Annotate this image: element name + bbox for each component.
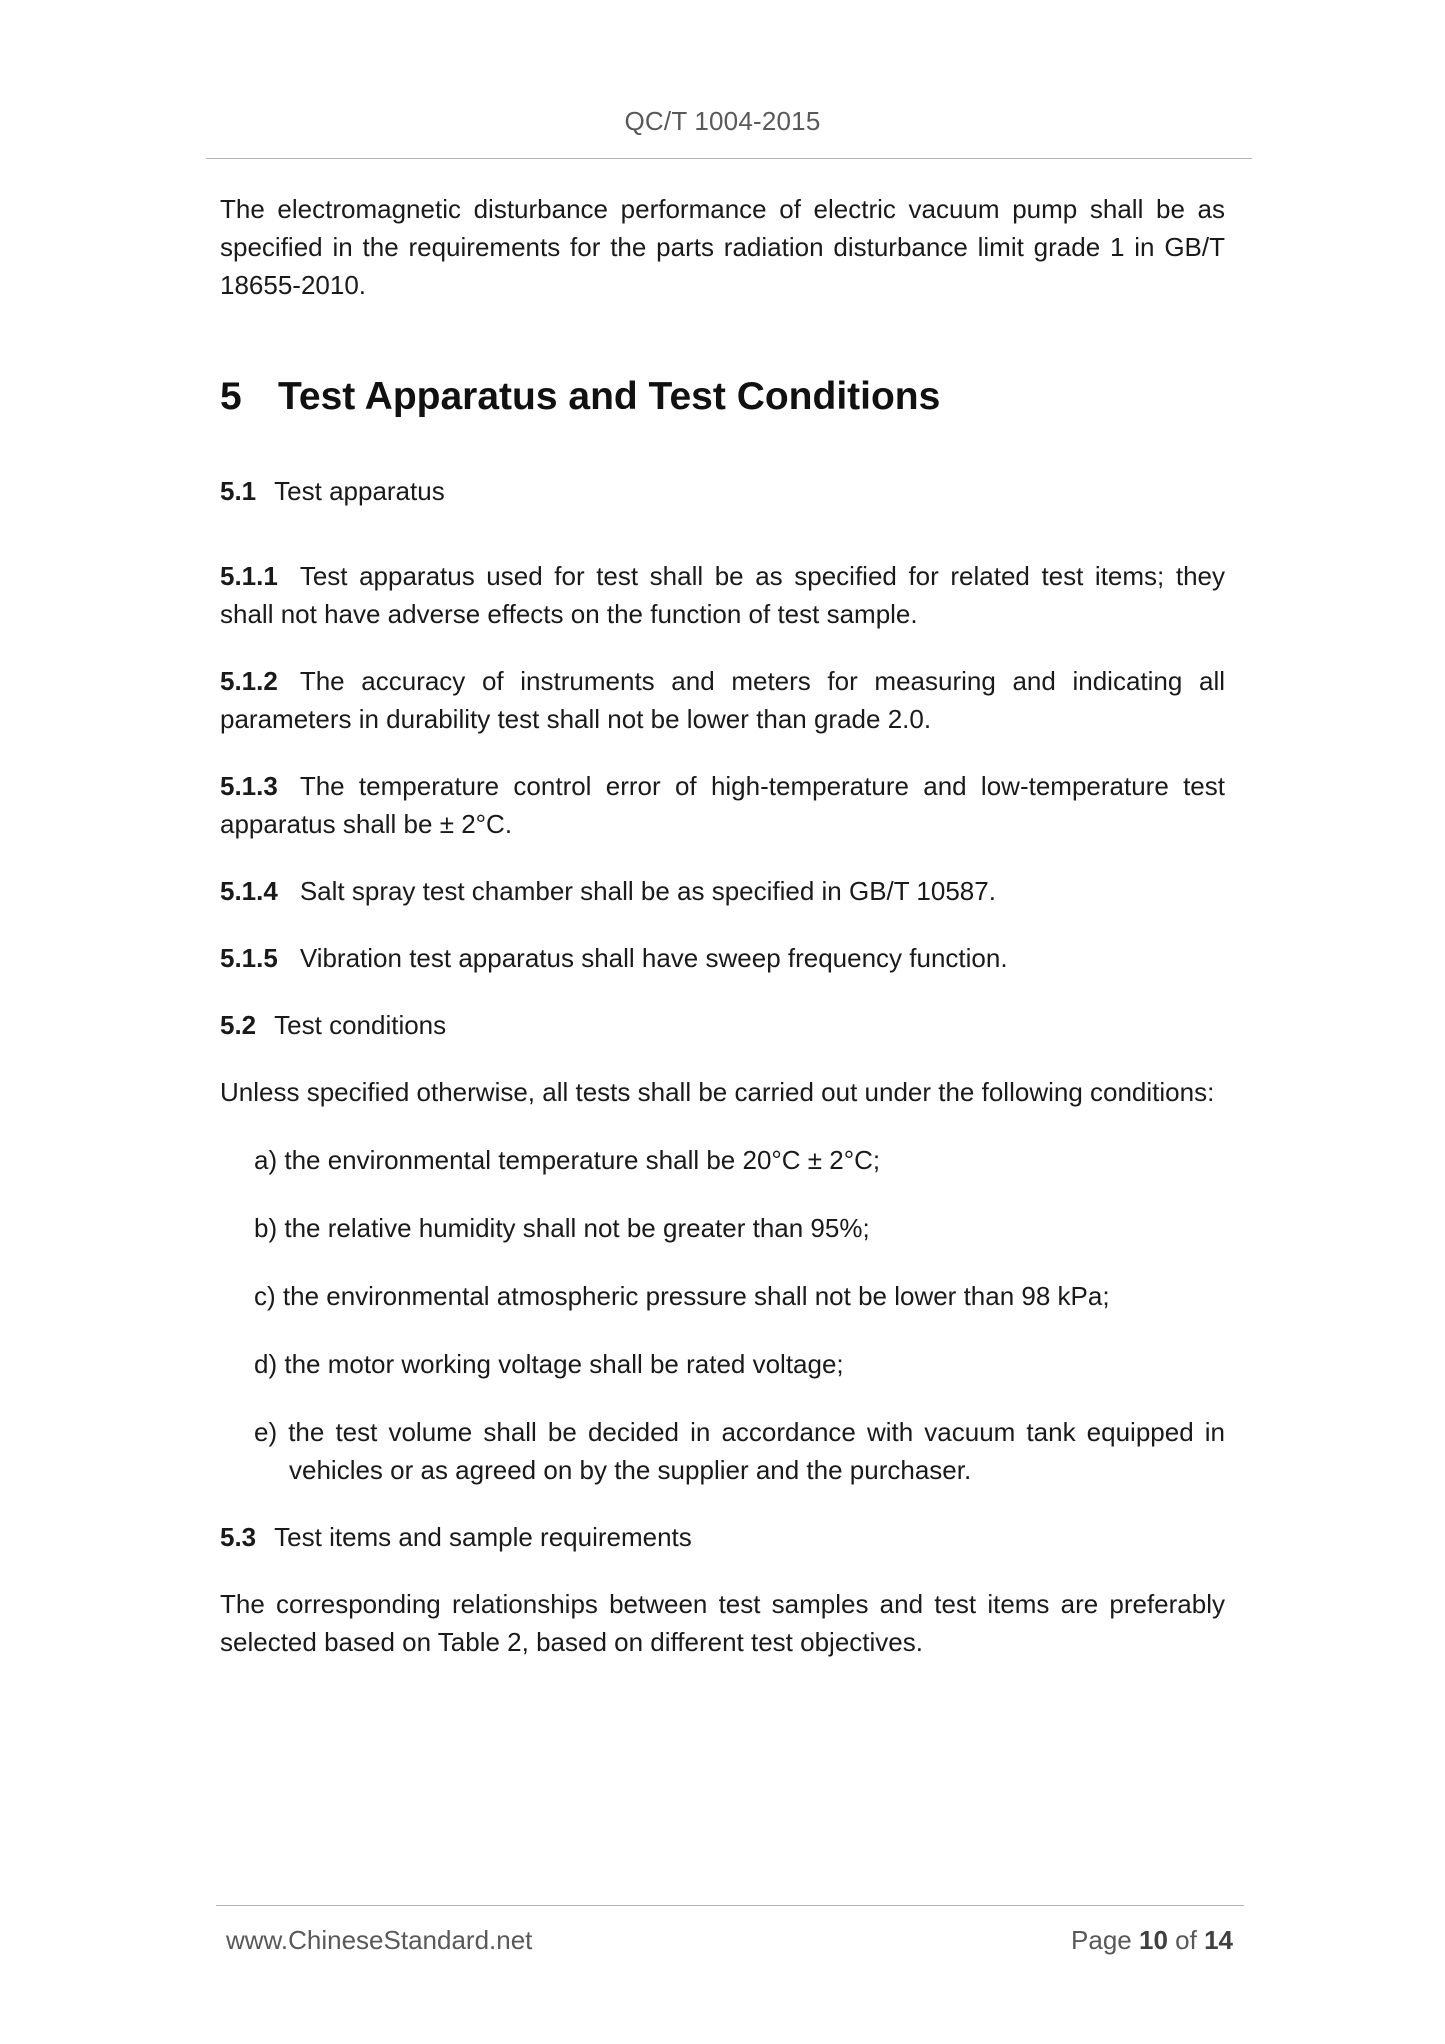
section-5-1-number: 5.1	[220, 476, 257, 506]
section-5-3-title: Test items and sample requirements	[274, 1522, 692, 1552]
section-5-1-title: Test apparatus	[274, 476, 445, 506]
condition-item-c: c) the environmental atmospheric pressure shall not be lower than 98 kPa;	[254, 1281, 1110, 1311]
page-number	[1071, 1925, 1233, 1956]
clause-5-1-3	[220, 767, 1225, 843]
clause-number: 5.1.5	[220, 943, 278, 973]
condition-item-a: a) the environmental temperature shall be 20°C ± 2°C;	[254, 1145, 881, 1175]
page-of-label: of	[1175, 1925, 1197, 1955]
intro-paragraph: The electromagnetic disturbance performance of electric vacuum pump shall be as specified in the requirements for the parts radiation disturbance limit grade 1 in GB/T 18655-2010.	[220, 194, 1225, 300]
section-5-2-heading	[220, 1006, 1225, 1044]
section-5-title: Test Apparatus and Test Conditions	[278, 375, 941, 418]
section-5-3-paragraph: The corresponding relationships between test samples and test items are preferably selected based on Table 2, based on different test objectives.	[220, 1589, 1225, 1657]
clause-text: The accuracy of instruments and meters for measuring and indicating all parameters in durability test shall not be lower than grade 2.0.	[220, 666, 1225, 734]
page-body	[220, 190, 1225, 1661]
current-page: 10	[1139, 1925, 1168, 1955]
clause-number: 5.1.1	[220, 561, 278, 591]
clause-text: The temperature control error of high-temperature and low-temperature test apparatus shall be ± 2°C.	[220, 771, 1225, 839]
clause-text: Test apparatus used for test shall be as specified for related test items; they shall not have adverse effects on the function of test sample.	[220, 561, 1225, 629]
section-5-2-title: Test conditions	[274, 1010, 447, 1040]
clause-5-1-4	[220, 872, 1225, 910]
section-5-1-heading	[220, 472, 1225, 510]
document-code-header: QC/T 1004-2015	[624, 106, 821, 136]
clause-number: 5.1.4	[220, 876, 278, 906]
condition-item-e: e) the test volume shall be decided in accordance with vacuum tank equipped in vehicles or as agreed on by the supplier and the purchaser.	[254, 1417, 1225, 1485]
footer-website: www.ChineseStandard.net	[226, 1925, 533, 1955]
conditions-intro: Unless specified otherwise, all tests shall be carried out under the following conditions:	[220, 1077, 1215, 1107]
header-divider	[206, 158, 1252, 159]
section-5-3-number: 5.3	[220, 1522, 257, 1552]
section-5-number: 5	[220, 375, 242, 418]
clause-text: Vibration test apparatus shall have sweep frequency function.	[299, 943, 1008, 973]
footer-divider	[216, 1905, 1244, 1906]
total-pages: 14	[1204, 1925, 1233, 1955]
page-label: Page	[1071, 1925, 1132, 1955]
clause-5-1-5	[220, 939, 1225, 977]
condition-item-b: b) the relative humidity shall not be greater than 95%;	[254, 1213, 870, 1243]
section-5-heading	[220, 374, 1225, 420]
clause-text: Salt spray test chamber shall be as specified in GB/T 10587.	[299, 876, 996, 906]
clause-number: 5.1.2	[220, 666, 278, 696]
clause-5-1-2	[220, 662, 1225, 738]
section-5-3-heading	[220, 1518, 1225, 1556]
clause-number: 5.1.3	[220, 771, 278, 801]
section-5-2-number: 5.2	[220, 1010, 257, 1040]
clause-5-1-1	[220, 557, 1225, 633]
condition-item-d: d) the motor working voltage shall be rated voltage;	[254, 1349, 844, 1379]
conditions-list	[254, 1141, 1225, 1489]
